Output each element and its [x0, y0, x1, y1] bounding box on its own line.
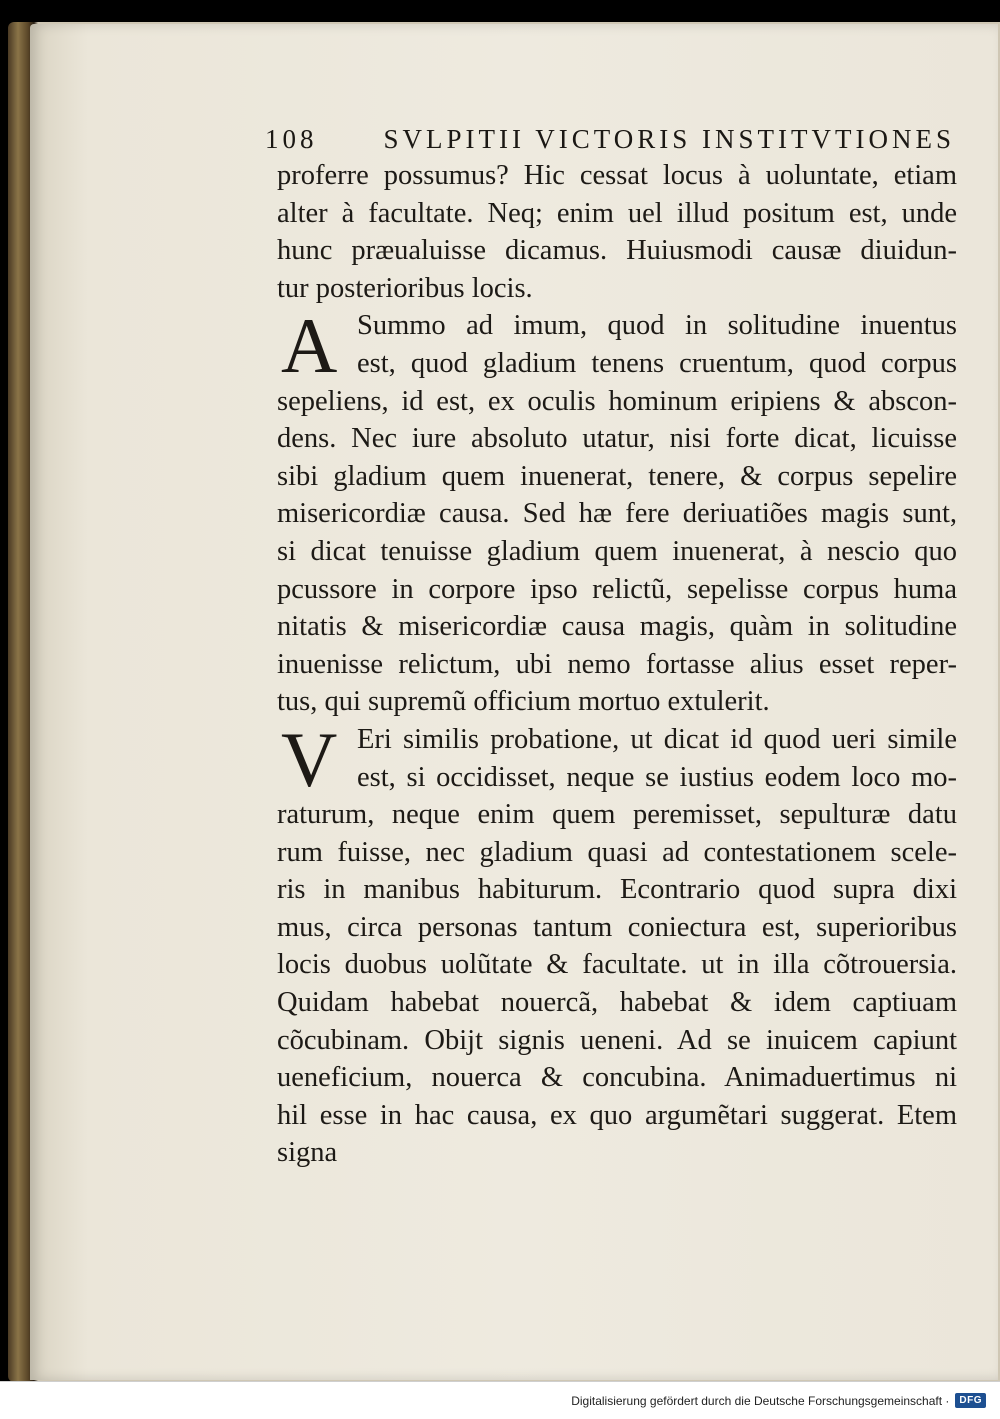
- text-line: hunc præualuisse dicamus. Huiusmodi causæ diuidun-: [277, 235, 957, 267]
- text-line: est, quod gladium tenens cruentum, quod corpus: [357, 347, 957, 379]
- text-line: Eri similis probatione, ut dicat id quod ueri simile: [357, 723, 957, 755]
- text-line: si dicat tenuisse gladium quem inuenerat, à nescio quo: [277, 535, 957, 567]
- running-title: SVLPITII VICTORIS INSTITVTIONES: [383, 124, 955, 154]
- funding-credit: Digitalisierung gefördert durch die Deutsche Forschungsgemeinschaft ·: [571, 1393, 950, 1408]
- text-line: rum fuisse, nec gladium quasi ad contestationem scele-: [277, 836, 957, 868]
- text-line: proferre possumus? Hic cessat locus à uoluntate, etiam: [277, 160, 957, 191]
- text-line: sibi gladium quem inuenerat, tenere, & corpus sepelire: [277, 460, 957, 492]
- text-line: Summo ad imum, quod in solitudine inuentus: [357, 310, 957, 342]
- page-number: 108: [265, 124, 318, 154]
- footer-bar: [0, 1381, 1000, 1419]
- text-line: ris in manibus habiturum. Econtrario quod supra dixi: [277, 874, 957, 906]
- drop-cap-initial: A: [281, 302, 338, 390]
- text-line: inuenisse relictum, ubi nemo fortasse alius esset reper-: [277, 648, 957, 680]
- text-line: Quidam habebat nouercã, habebat & idem captiuam: [277, 987, 957, 1019]
- text-line: pcussore in corpore ipso relictũ, sepelisse corpus huma: [277, 573, 957, 605]
- text-line: dens. Nec iure absoluto utatur, nisi forte dicat, licuisse: [277, 423, 957, 455]
- text-line: tus, qui supremũ officium mortuo extulerit.: [277, 686, 770, 718]
- dfg-logo[interactable]: DFG: [955, 1393, 986, 1408]
- text-line: est, si occidisset, neque se iustius eodem loco mo-: [357, 761, 957, 793]
- text-line: raturum, neque enim quem peremisset, sepulturæ datu: [277, 799, 957, 831]
- text-line: locis duobus uolũtate & facultate. ut in illa cõtrouersia.: [277, 949, 957, 981]
- text-line: alter à facultate. Neq; enim uel illud positum est, unde: [277, 197, 957, 229]
- text-line: hil esse in hac causa, ex quo argumẽtari suggerat. Etem: [277, 1099, 957, 1131]
- text-block: [277, 157, 957, 1172]
- paragraph-v: [277, 715, 957, 1135]
- text-line: sepeliens, id est, ex oculis hominum eripiens & abscon-: [277, 385, 957, 417]
- text-line: nitatis & misericordiæ causa magis, quàm in solitudine: [277, 611, 957, 643]
- text-line: tur posterioribus locis.: [277, 272, 533, 304]
- text-line: cõcubinam. Obijt signis ueneni. Ad se inuicem capiunt: [277, 1024, 957, 1056]
- catchword: signa: [277, 1137, 338, 1169]
- page-header: [265, 124, 955, 155]
- drop-cap-initial: V: [281, 715, 338, 803]
- text-line: misericordiæ causa. Sed hæ fere deriuatiões magis sunt,: [277, 498, 957, 530]
- intro-paragraph: [277, 157, 957, 307]
- paragraph-a: [277, 302, 957, 721]
- text-line: ueneficium, nouerca & concubina. Animaduertimus ni: [277, 1062, 957, 1094]
- text-line: mus, circa personas tantum coniectura est, superioribus: [277, 911, 957, 943]
